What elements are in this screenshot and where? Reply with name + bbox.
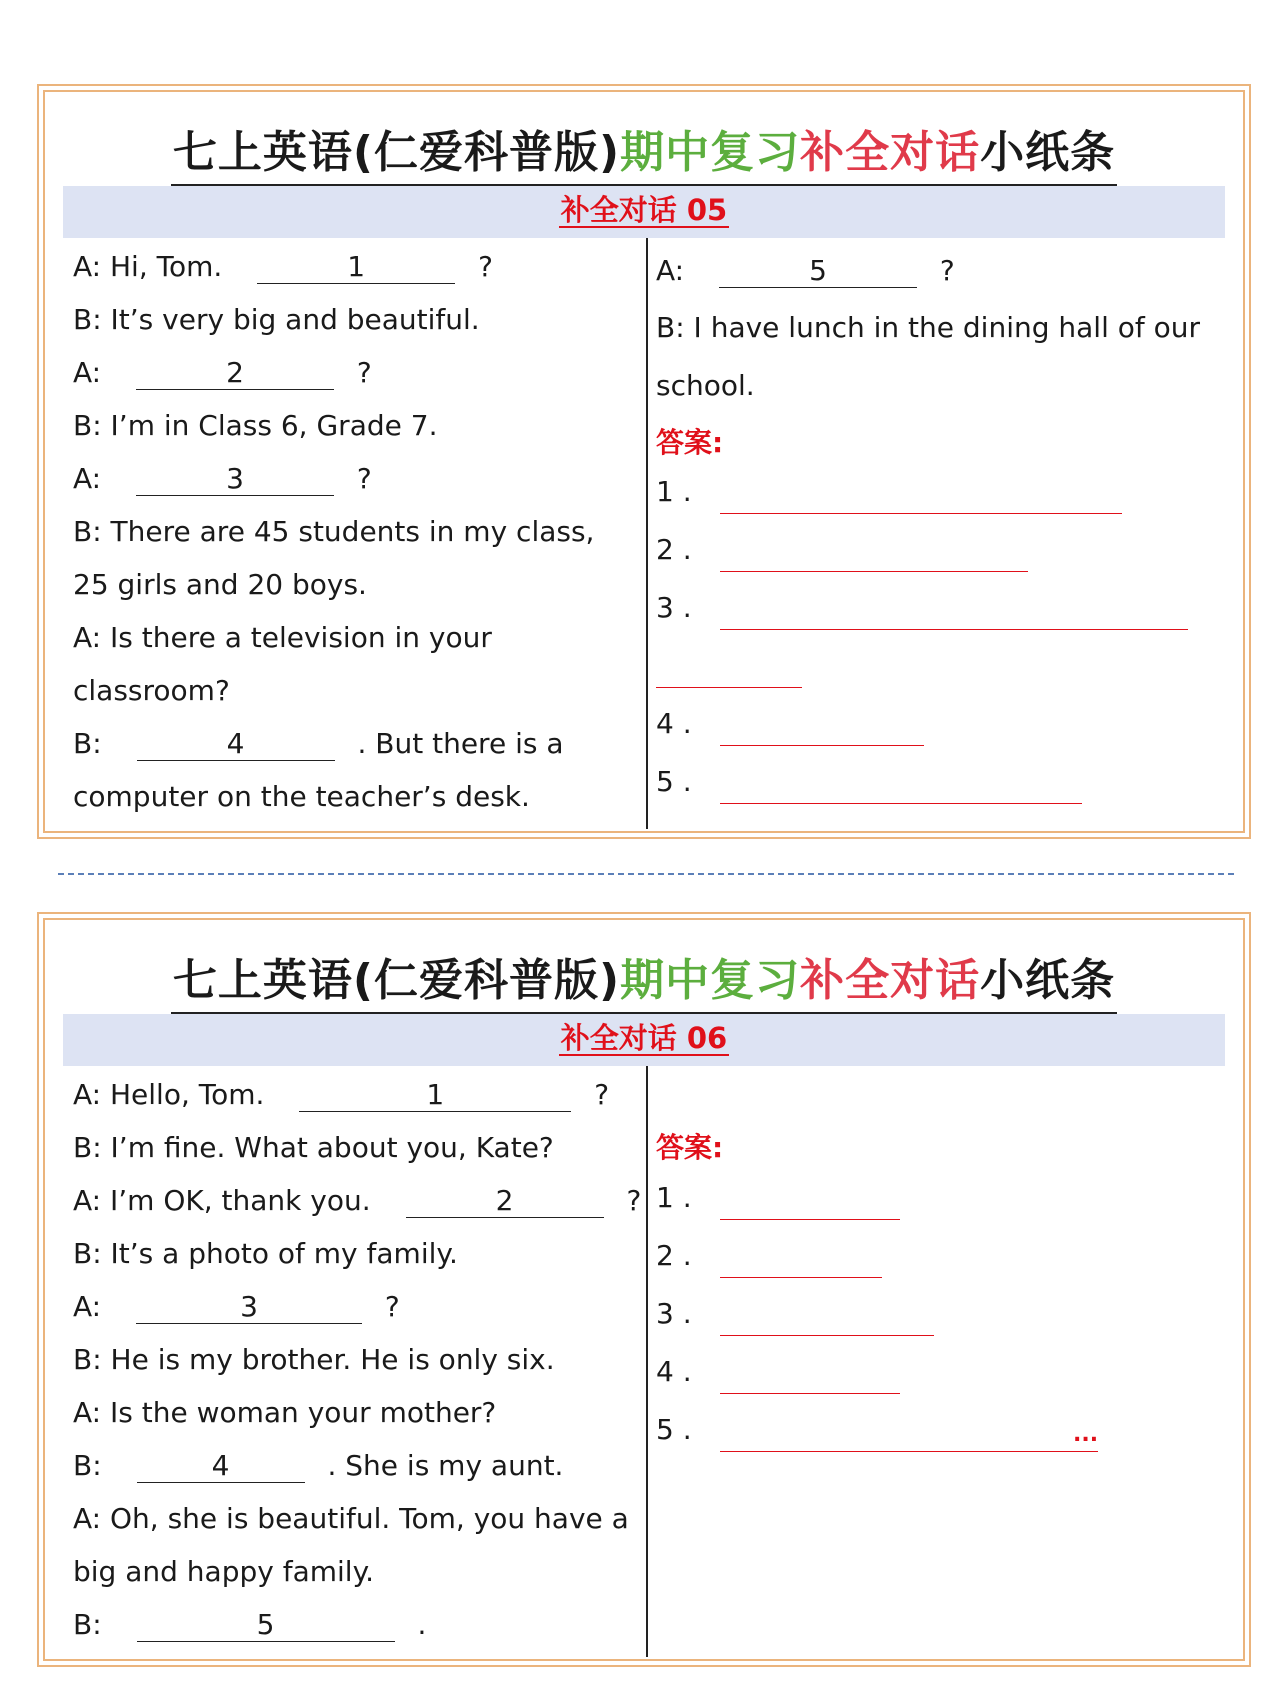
answer-number: 4 . — [656, 707, 692, 740]
answer-number: 5 . — [656, 765, 692, 798]
blank-5: 5 — [137, 1609, 395, 1642]
ellipsis-mark: ... — [1073, 1422, 1099, 1447]
answer-number: 1 . — [656, 475, 692, 508]
dialogue-line: B: I’m fine. What about you, Kate? — [73, 1131, 554, 1164]
line-text: ? — [939, 254, 955, 287]
column-divider — [646, 238, 648, 829]
line-text: A: — [73, 462, 102, 495]
blank-1: 1 — [257, 251, 455, 284]
answer-line — [720, 571, 1028, 572]
dialogue-line: B: It’s a photo of my family. — [73, 1237, 458, 1270]
answer-number: 2 . — [656, 533, 692, 566]
answer-line — [656, 687, 802, 688]
answer-line — [720, 803, 1082, 804]
dialogue-line — [73, 1289, 400, 1325]
title-part-4: 小纸条 — [980, 955, 1116, 1006]
line-text: B: — [73, 727, 102, 760]
line-text: ? — [478, 250, 493, 283]
title-part-2: 期中复习 — [620, 955, 801, 1006]
dialogue-line: A: Oh, she is beautiful. Tom, you have a — [73, 1502, 629, 1535]
line-text: A: Hello, Tom. — [73, 1078, 265, 1111]
dialogue-line — [73, 1607, 426, 1643]
title-part-1: 七上英语(仁爱科普版) — [172, 955, 621, 1006]
answer-line — [720, 1393, 900, 1394]
dialogue-line — [73, 249, 493, 285]
answer-number: 2 . — [656, 1239, 692, 1272]
dialogue-line — [73, 1183, 641, 1219]
note-card-06 — [37, 912, 1251, 1667]
blank-2: 2 — [136, 357, 334, 390]
blank-3: 3 — [136, 1291, 362, 1324]
dialogue-line — [73, 355, 372, 391]
answer-label: 答案: — [656, 1131, 724, 1164]
answer-label: 答案: — [656, 426, 724, 459]
line-text: B: — [73, 1608, 102, 1641]
title-part-1: 七上英语(仁爱科普版) — [172, 127, 621, 178]
dialogue-line — [73, 1448, 563, 1484]
dashed-divider — [58, 873, 1234, 875]
dialogue-line: B: I have lunch in the dining hall of our — [656, 311, 1201, 344]
blank-4: 4 — [137, 728, 335, 761]
line-text: A: — [73, 356, 102, 389]
blank-5: 5 — [719, 255, 917, 288]
blank-4: 4 — [137, 1450, 305, 1483]
line-text: A: Hi, Tom. — [73, 250, 223, 283]
line-text: . She is my aunt. — [327, 1449, 564, 1482]
title-part-3: 补全对话 — [800, 127, 981, 178]
dialogue-line: computer on the teacher’s desk. — [73, 780, 530, 813]
dialogue-line — [656, 253, 955, 289]
dialogue-line: 25 girls and 20 boys. — [73, 568, 367, 601]
card-title — [39, 116, 1249, 187]
dialogue-line — [73, 1077, 609, 1113]
dialogue-line: school. — [656, 369, 755, 402]
dialogue-line: B: It’s very big and beautiful. — [73, 303, 480, 336]
blank-2: 2 — [406, 1185, 604, 1218]
blank-1: 1 — [299, 1079, 571, 1112]
line-text: ? — [384, 1290, 400, 1323]
answer-number: 3 . — [656, 591, 692, 624]
title-part-3: 补全对话 — [800, 955, 981, 1006]
dialogue-line: B: I’m in Class 6, Grade 7. — [73, 409, 438, 442]
line-text: ? — [594, 1078, 610, 1111]
answer-number: 5 . — [656, 1413, 692, 1446]
blank-3: 3 — [136, 463, 334, 496]
column-divider — [646, 1066, 648, 1657]
title-part-4: 小纸条 — [980, 127, 1116, 178]
card-title — [39, 944, 1249, 1015]
dialogue-line: B: He is my brother. He is only six. — [73, 1343, 555, 1376]
section-header — [63, 1014, 1225, 1066]
dialogue-line: big and happy family. — [73, 1555, 375, 1588]
line-text: ? — [356, 356, 372, 389]
answer-line — [720, 1277, 882, 1278]
answer-line — [720, 745, 924, 746]
dialogue-line — [73, 726, 564, 762]
answer-line — [720, 513, 1122, 514]
line-text: A: I’m OK, thank you. — [73, 1184, 371, 1217]
note-card-05 — [37, 84, 1251, 839]
section-title: 补全对话 05 — [560, 193, 728, 227]
title-part-2: 期中复习 — [620, 127, 801, 178]
dialogue-line — [73, 461, 372, 497]
line-text: A: — [656, 254, 685, 287]
answer-line — [720, 1335, 934, 1336]
answer-number: 3 . — [656, 1297, 692, 1330]
dialogue-line: B: There are 45 students in my class, — [73, 515, 595, 548]
section-title: 补全对话 06 — [560, 1021, 728, 1055]
line-text: . — [417, 1608, 427, 1641]
answer-number: 4 . — [656, 1355, 692, 1388]
dialogue-line: classroom? — [73, 674, 230, 707]
line-text: . But there is a — [357, 727, 564, 760]
section-header — [63, 186, 1225, 238]
answer-number: 1 . — [656, 1181, 692, 1214]
dialogue-line: A: Is there a television in your — [73, 621, 492, 654]
answer-line — [720, 1451, 1098, 1452]
line-text: ? — [356, 462, 372, 495]
dialogue-line: A: Is the woman your mother? — [73, 1396, 497, 1429]
line-text: B: — [73, 1449, 102, 1482]
line-text: A: — [73, 1290, 102, 1323]
line-text: ? — [626, 1184, 642, 1217]
answer-line — [720, 1219, 900, 1220]
answer-line — [720, 629, 1188, 630]
